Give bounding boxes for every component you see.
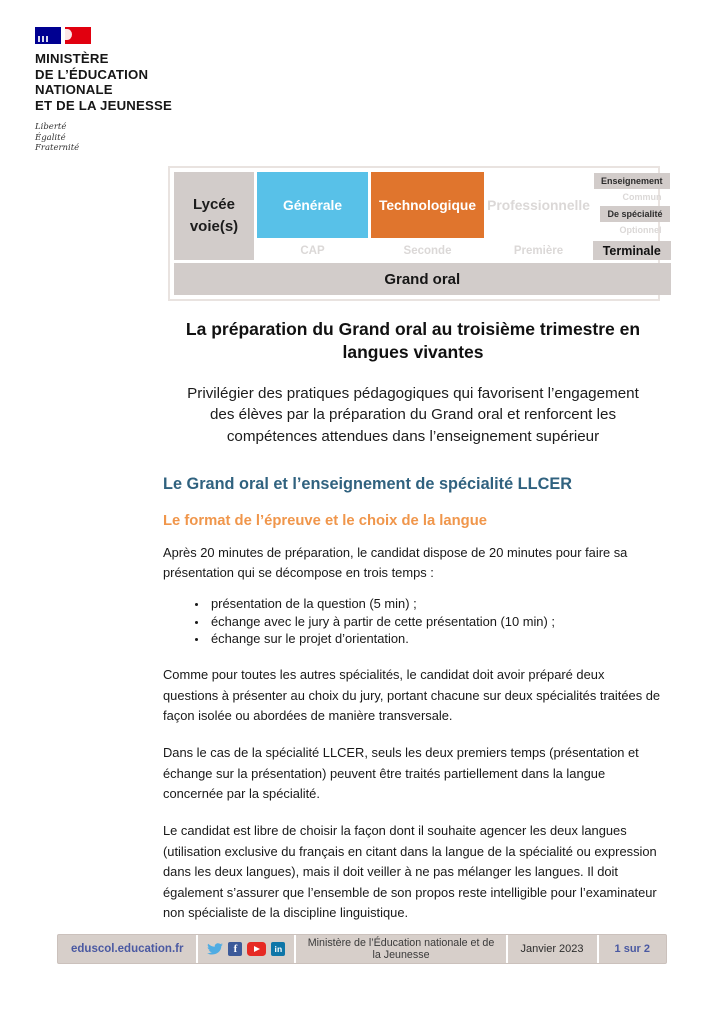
section-heading: Le Grand oral et l’enseignement de spécialité LLCER [163, 474, 572, 493]
bullet-item: • échange avec le jury à partir de cette présentation (10 min) ; [208, 613, 663, 631]
bullet-item: • échange sur le projet d’orientation. [208, 630, 663, 648]
social-icons [198, 935, 296, 963]
page-title: La préparation du Grand oral au troisième trimestre en langues vivantes [185, 319, 641, 363]
track-professionnelle: Professionnelle [487, 197, 590, 213]
motto-line: Liberté [35, 122, 67, 133]
page-number: 1 sur 2 [614, 943, 650, 955]
subsection-heading: Le format de l’épreuve et le choix de la langue [163, 512, 487, 529]
page-footer [57, 934, 667, 964]
track-generale: Générale [257, 172, 368, 238]
footer-ministry-text: Ministère de l’Éducation nationale et de la Jeunesse [296, 935, 507, 963]
motto-line: Fraternité [35, 143, 80, 154]
paragraph: Dans le cas de la spécialité LLCER, seuls les deux premiers temps (présentation et échange sur la présentation) peuvent être traités partiellement dans la langue concernée par la spécialité. [163, 744, 639, 802]
level-cap: CAP [300, 244, 325, 257]
twitter-icon[interactable] [207, 943, 223, 956]
linkedin-icon[interactable]: in [271, 942, 285, 956]
flag-blue-panel [35, 27, 61, 44]
paragraph: Après 20 minutes de préparation, le candidat dispose de 20 minutes pour faire sa présentation qui se décompose en trois temps : [163, 544, 628, 581]
level-premiere: Première [513, 244, 564, 257]
tag-optionnel: Optionnel [619, 225, 662, 235]
bullet-list [163, 595, 663, 648]
lycee-pathway-banner [168, 166, 663, 301]
ministry-name [35, 51, 225, 113]
french-flag-icon [35, 27, 225, 44]
document-body [163, 318, 663, 924]
teaching-type-tags [593, 172, 671, 238]
motto-line: Égalité [35, 132, 66, 143]
eduscol-site-link[interactable]: eduscol.education.fr [58, 935, 198, 963]
footer-date: Janvier 2023 [508, 935, 599, 963]
bullet-item: • présentation de la question (5 min) ; [208, 595, 663, 613]
ministry-logo-block [35, 27, 225, 154]
republic-motto [35, 122, 225, 154]
ministry-name-line: MINISTÈRE [35, 51, 109, 66]
page-subtitle: Privilégier des pratiques pédagogiques qui favorisent l’engagement des élèves par la préparation du Grand oral et renforcent les compétences attendues dans l’enseignement supérieur [187, 384, 639, 445]
tag-commun: Commun [622, 192, 662, 202]
facebook-icon[interactable]: f [228, 942, 242, 956]
ministry-name-line: DE L’ÉDUCATION [35, 66, 149, 82]
track-technologique: Technologique [371, 172, 484, 238]
ministry-name-line: NATIONALE [35, 82, 113, 98]
paragraph: Comme pour toutes les autres spécialités, le candidat doit avoir préparé deux questions à présenter au choix du jury, portant chacune sur deux spécialités traitées de façon isolée ou abordées de manière transversale. [163, 667, 661, 724]
youtube-icon[interactable] [247, 942, 266, 956]
ministry-name-line: ET DE LA JEUNESSE [35, 97, 173, 113]
tag-enseignement: Enseignement [594, 173, 670, 189]
tag-de-specialite: De spécialité [600, 206, 669, 222]
flag-red-panel [65, 27, 91, 44]
banner-row-label: Lycée voie(s) [174, 172, 254, 260]
exam-grand-oral-label: Grand oral [174, 263, 671, 295]
paragraph: Le candidat est libre de choisir la façon dont il souhaite agencer les deux langues (utilisation exclusive du français en citant dans la langue de la spécialité ou expression dans les deux langues), mais il doit veiller à ne pas mélanger les langues. Il doit également s’assurer que l’ensemble de son propos reste intelligible pour l’examinateur non spécialiste de la discipline linguistique. [163, 822, 657, 921]
level-terminale: Terminale [593, 241, 671, 260]
level-seconde: Seconde [403, 244, 452, 257]
